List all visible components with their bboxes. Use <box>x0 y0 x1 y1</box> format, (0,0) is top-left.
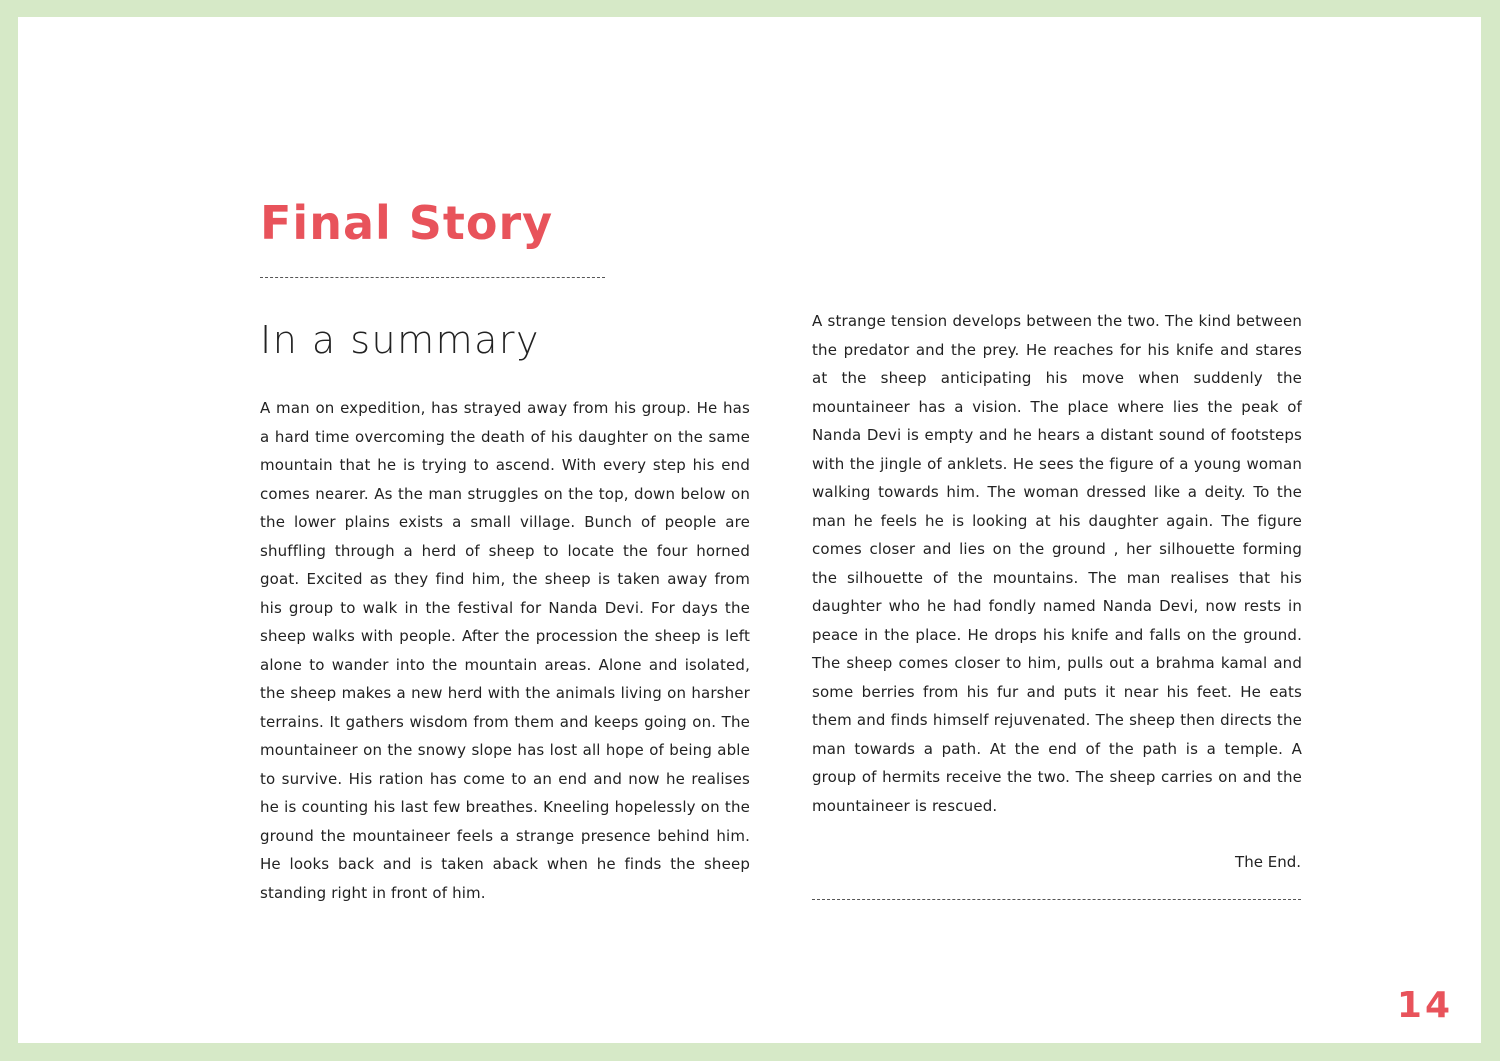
section-subtitle: In a summary <box>260 318 541 362</box>
page <box>18 17 1481 1043</box>
ending-divider <box>812 899 1301 900</box>
title-divider <box>260 277 605 278</box>
page-number: 14 <box>1396 985 1453 1026</box>
page-title: Final Story <box>260 196 554 250</box>
story-paragraph-left: A man on expedition, has strayed away from his group. He has a hard time overcoming the death of his daughter on the same mountain that he is trying to ascend. With every step his end comes nearer. As the man struggles on the top, down below on the lower plains exists a small village. Bunch of people are shuffling through a herd of sheep to locate the four horned goat. Excited as they find him, the sheep is taken away from his group to walk in the festival for Nanda Devi. For days the sheep walks with people. After the procession the sheep is left alone to wander into the mountain areas. Alone and isolated, the sheep makes a new herd with the animals living on harsher terrains. It gathers wisdom from them and keeps going on. The mountaineer on the snowy slope has lost all hope of being able to survive. His ration has come to an end and now he realises he is counting his last few breathes. Kneeling hopelessly on the ground the mountaineer feels a strange presence behind him. He looks back and is taken aback when he finds the sheep standing right in front of him. <box>260 399 750 902</box>
story-paragraph-right: A strange tension develops between the two. The kind between the predator and the prey. He reaches for his knife and stares at the sheep anticipating his move when suddenly the mountaineer has a vision. The place where lies the peak of Nanda Devi is empty and he hears a distant sound of footsteps with the jingle of anklets. He sees the figure of a young woman walking towards him. The woman dressed like a deity. To the man he feels he is looking at his daughter again. The figure comes closer and lies on the ground , her silhouette forming the silhouette of the mountains. The man realises that his daughter who he had fondly named Nanda Devi, now rests in peace in the place. He drops his knife and falls on the ground. The sheep comes closer to him, pulls out a brahma kamal and some berries from his fur and puts it near his feet. He eats them and finds himself rejuvenated. The sheep then directs the man towards a path. At the end of the path is a temple. A group of hermits receive the two. The sheep carries on and the mountaineer is rescued. <box>812 312 1302 815</box>
story-ending: The End. <box>1235 853 1301 871</box>
